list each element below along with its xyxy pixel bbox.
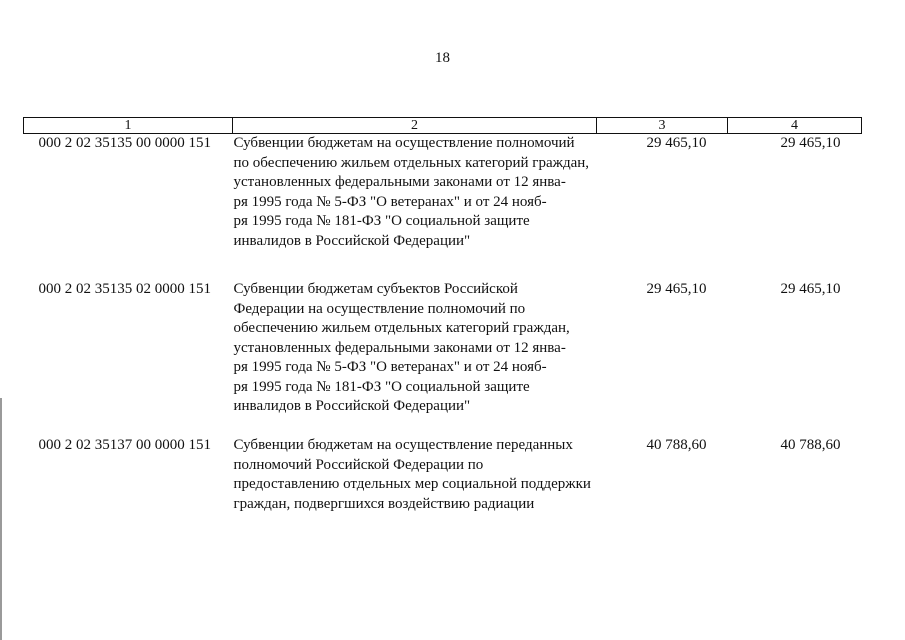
budget-table	[23, 117, 862, 516]
column-header-4: 4	[728, 118, 862, 134]
table-body	[24, 134, 862, 517]
amount-column-4: 29 465,10	[780, 135, 841, 151]
amount-column-3: 40 788,60	[646, 437, 707, 453]
amount-column-4: 40 788,60	[780, 437, 841, 453]
amount-column-3: 29 465,10	[646, 281, 707, 297]
header-row	[24, 118, 862, 134]
scan-edge-line	[0, 398, 2, 640]
table-row	[24, 436, 862, 516]
budget-code: 000 2 02 35137 00 0000 151	[38, 437, 211, 453]
amount-column-3: 29 465,10	[646, 135, 707, 151]
subvention-description: Субвенции бюджетам субъектов Российской Федерации на осуществление полномочий по обеспечению жильем отдельных категорий граждан, установленных федеральными законами от 12 янва- ря 1995 года № 5-ФЗ "О ветеранах" и от 24 нояб- ря 1995 года № 181-ФЗ "О социальной защите инвалидов в Российской Федерации"	[233, 281, 570, 414]
amount-column-4: 29 465,10	[780, 281, 841, 297]
column-header-2: 2	[233, 118, 597, 134]
subvention-description: Субвенции бюджетам на осуществление полномочий по обеспечению жильем отдельных категорий граждан, установленных федеральными законами от 12 янва- ря 1995 года № 5-ФЗ "О ветеранах" и от 24 нояб- ря 1995 года № 181-ФЗ "О социальной защите инвалидов в Российской Федерации"	[233, 135, 590, 249]
column-header-1: 1	[24, 118, 233, 134]
page-number: 18	[435, 50, 450, 66]
subvention-description: Субвенции бюджетам на осуществление переданных полномочий Российской Федерации по предоставлению отдельных мер социальной поддержки граждан, подвергшихся воздействию радиации	[233, 437, 591, 512]
budget-code: 000 2 02 35135 00 0000 151	[38, 135, 211, 151]
table-header	[24, 118, 862, 134]
column-header-3: 3	[597, 118, 728, 134]
budget-code: 000 2 02 35135 02 0000 151	[38, 281, 211, 297]
table-row	[24, 280, 862, 436]
table-row	[24, 134, 862, 281]
